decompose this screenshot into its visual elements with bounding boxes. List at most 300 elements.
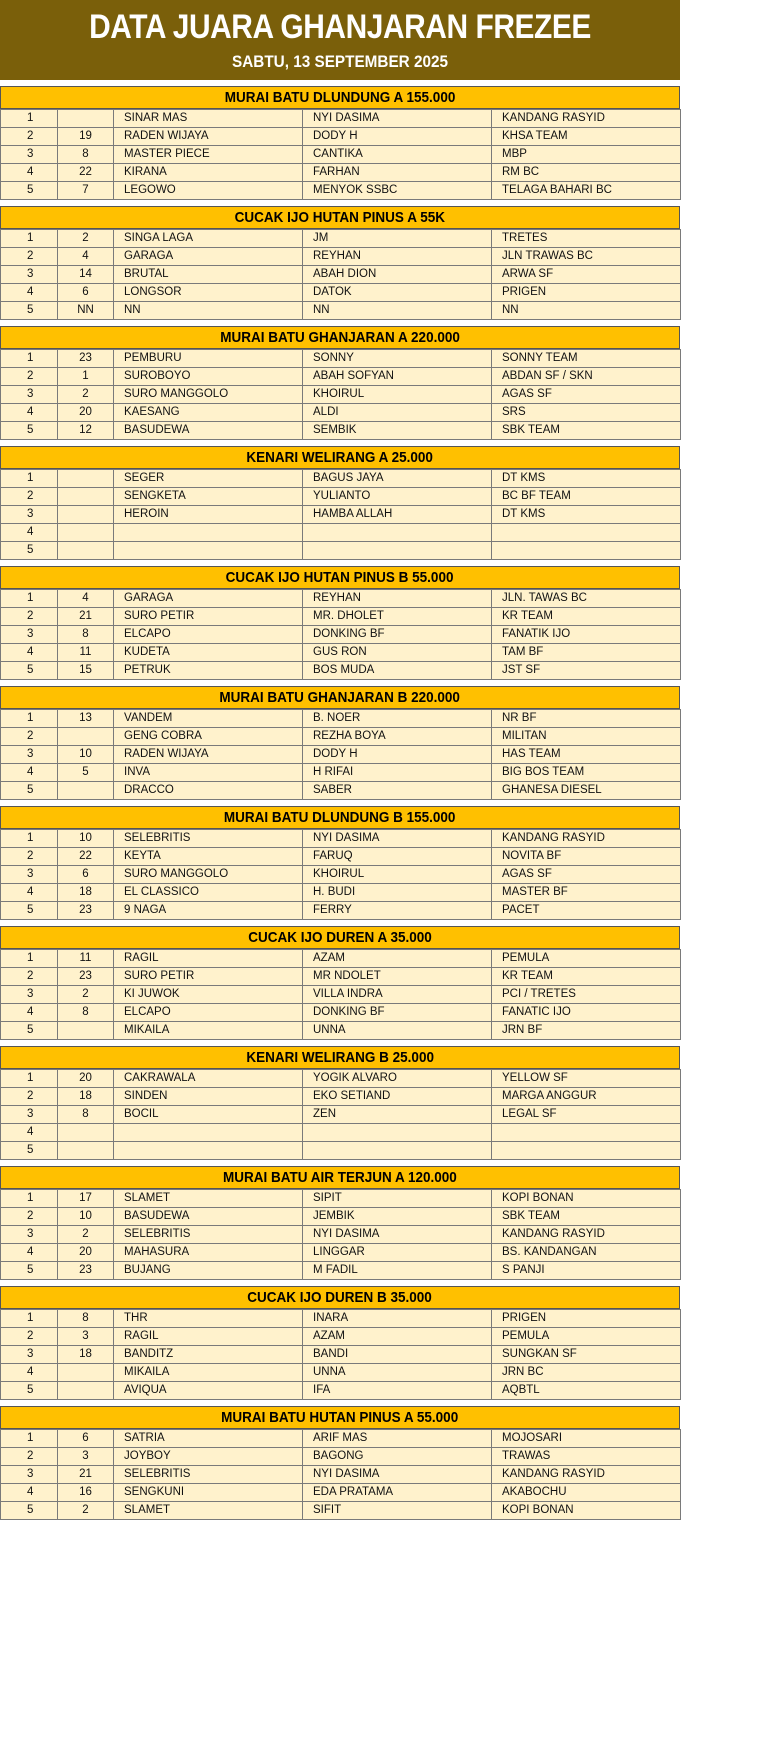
results-table: [0, 469, 681, 560]
section-title-text: MURAI BATU DLUNDUNG B 155.000: [224, 809, 456, 826]
table-row: [1, 1088, 681, 1106]
results-table: [0, 1189, 681, 1280]
owner-cell: FERRY: [303, 902, 492, 920]
rank-cell: 1: [1, 1070, 58, 1088]
bird-number-cell: [58, 524, 114, 542]
results-table: [0, 949, 681, 1040]
team-cell: JLN. TAWAS BC: [492, 590, 681, 608]
owner-cell: SONNY: [303, 350, 492, 368]
owner-cell: [303, 542, 492, 560]
owner-cell: YOGIK ALVARO: [303, 1070, 492, 1088]
bird-name-cell: VANDEM: [114, 710, 303, 728]
bird-number-cell: 13: [58, 710, 114, 728]
team-cell: [492, 542, 681, 560]
bird-name-cell: LONGSOR: [114, 284, 303, 302]
bird-number-cell: 18: [58, 1088, 114, 1106]
owner-cell: INARA: [303, 1310, 492, 1328]
bird-name-cell: INVA: [114, 764, 303, 782]
team-cell: KR TEAM: [492, 968, 681, 986]
owner-cell: H RIFAI: [303, 764, 492, 782]
owner-cell: UNNA: [303, 1364, 492, 1382]
section-title: [0, 1407, 680, 1429]
team-cell: BS. KANDANGAN: [492, 1244, 681, 1262]
owner-cell: JM: [303, 230, 492, 248]
bird-name-cell: DRACCO: [114, 782, 303, 800]
bird-number-cell: 6: [58, 866, 114, 884]
bird-name-cell: AVIQUA: [114, 1382, 303, 1400]
owner-cell: LINGGAR: [303, 1244, 492, 1262]
bird-number-cell: 11: [58, 950, 114, 968]
owner-cell: BANDI: [303, 1346, 492, 1364]
table-row: [1, 1022, 681, 1040]
bird-name-cell: 9 NAGA: [114, 902, 303, 920]
rank-cell: 5: [1, 782, 58, 800]
team-cell: JRN BF: [492, 1022, 681, 1040]
table-row: [1, 284, 681, 302]
bird-number-cell: 18: [58, 884, 114, 902]
team-cell: PACET: [492, 902, 681, 920]
bird-number-cell: 21: [58, 608, 114, 626]
owner-cell: VILLA INDRA: [303, 986, 492, 1004]
team-cell: TELAGA BAHARI BC: [492, 182, 681, 200]
table-row: [1, 902, 681, 920]
rank-cell: 3: [1, 386, 58, 404]
bird-number-cell: 23: [58, 350, 114, 368]
bird-number-cell: 6: [58, 1430, 114, 1448]
bird-name-cell: SELEBRITIS: [114, 830, 303, 848]
rank-cell: 2: [1, 1328, 58, 1346]
bird-number-cell: 2: [58, 386, 114, 404]
table-row: [1, 1430, 681, 1448]
section-title-text: CUCAK IJO DUREN A 35.000: [248, 929, 432, 946]
owner-cell: [303, 524, 492, 542]
table-row: [1, 1226, 681, 1244]
rank-cell: 3: [1, 746, 58, 764]
bird-name-cell: BANDITZ: [114, 1346, 303, 1364]
table-row: [1, 1070, 681, 1088]
bird-number-cell: 16: [58, 1484, 114, 1502]
owner-cell: DODY H: [303, 128, 492, 146]
owner-cell: REZHA BOYA: [303, 728, 492, 746]
bird-name-cell: RAGIL: [114, 1328, 303, 1346]
results-table: [0, 829, 681, 920]
page-header: [0, 0, 680, 80]
owner-cell: SEMBIK: [303, 422, 492, 440]
bird-name-cell: SURO PETIR: [114, 968, 303, 986]
team-cell: RM BC: [492, 164, 681, 182]
bird-number-cell: 6: [58, 284, 114, 302]
bird-name-cell: CAKRAWALA: [114, 1070, 303, 1088]
bird-name-cell: SENGKETA: [114, 488, 303, 506]
table-row: [1, 968, 681, 986]
bird-name-cell: SATRIA: [114, 1430, 303, 1448]
table-row: [1, 728, 681, 746]
table-row: [1, 1466, 681, 1484]
table-row: [1, 1484, 681, 1502]
owner-cell: DONKING BF: [303, 1004, 492, 1022]
owner-cell: ZEN: [303, 1106, 492, 1124]
rank-cell: 5: [1, 542, 58, 560]
rank-cell: 3: [1, 266, 58, 284]
table-row: [1, 644, 681, 662]
rank-cell: 1: [1, 950, 58, 968]
bird-number-cell: 23: [58, 902, 114, 920]
owner-cell: MENYOK SSBC: [303, 182, 492, 200]
rank-cell: 3: [1, 626, 58, 644]
team-cell: DT KMS: [492, 506, 681, 524]
team-cell: NN: [492, 302, 681, 320]
bird-name-cell: KIRANA: [114, 164, 303, 182]
bird-number-cell: [58, 1382, 114, 1400]
bird-name-cell: GARAGA: [114, 590, 303, 608]
section-title: [0, 687, 680, 709]
results-table: [0, 229, 681, 320]
bird-number-cell: NN: [58, 302, 114, 320]
team-cell: NOVITA BF: [492, 848, 681, 866]
results-table: [0, 1069, 681, 1160]
team-cell: PCI / TRETES: [492, 986, 681, 1004]
team-cell: [492, 1124, 681, 1142]
table-row: [1, 1328, 681, 1346]
bird-name-cell: BUJANG: [114, 1262, 303, 1280]
bird-number-cell: 15: [58, 662, 114, 680]
result-section: [0, 446, 680, 560]
bird-name-cell: RAGIL: [114, 950, 303, 968]
result-section: [0, 1166, 680, 1280]
bird-name-cell: MIKAILA: [114, 1022, 303, 1040]
owner-cell: BOS MUDA: [303, 662, 492, 680]
table-row: [1, 164, 681, 182]
owner-cell: KHOIRUL: [303, 866, 492, 884]
team-cell: AGAS SF: [492, 866, 681, 884]
results-table: [0, 589, 681, 680]
rank-cell: 5: [1, 662, 58, 680]
team-cell: PRIGEN: [492, 1310, 681, 1328]
rank-cell: 2: [1, 1088, 58, 1106]
rank-cell: 2: [1, 128, 58, 146]
team-cell: ABDAN SF / SKN: [492, 368, 681, 386]
table-row: [1, 710, 681, 728]
section-title: [0, 207, 680, 229]
table-row: [1, 764, 681, 782]
table-row: [1, 110, 681, 128]
owner-cell: GUS RON: [303, 644, 492, 662]
rank-cell: 1: [1, 1310, 58, 1328]
bird-name-cell: SURO PETIR: [114, 608, 303, 626]
bird-number-cell: 18: [58, 1346, 114, 1364]
bird-number-cell: 8: [58, 1310, 114, 1328]
rank-cell: 3: [1, 1346, 58, 1364]
section-title: [0, 1047, 680, 1069]
table-row: [1, 422, 681, 440]
section-title-text: MURAI BATU GHANJARAN A 220.000: [220, 329, 460, 346]
table-row: [1, 128, 681, 146]
bird-number-cell: 10: [58, 746, 114, 764]
owner-cell: NN: [303, 302, 492, 320]
team-cell: PRIGEN: [492, 284, 681, 302]
bird-name-cell: KAESANG: [114, 404, 303, 422]
bird-name-cell: SENGKUNI: [114, 1484, 303, 1502]
team-cell: DT KMS: [492, 470, 681, 488]
bird-name-cell: KI JUWOK: [114, 986, 303, 1004]
table-row: [1, 1106, 681, 1124]
owner-cell: B. NOER: [303, 710, 492, 728]
results-table: [0, 1309, 681, 1400]
results-table: [0, 349, 681, 440]
table-row: [1, 302, 681, 320]
team-cell: TAM BF: [492, 644, 681, 662]
rank-cell: 3: [1, 506, 58, 524]
bird-name-cell: GENG COBRA: [114, 728, 303, 746]
bird-number-cell: 10: [58, 1208, 114, 1226]
owner-cell: NYI DASIMA: [303, 830, 492, 848]
rank-cell: 5: [1, 1142, 58, 1160]
owner-cell: UNNA: [303, 1022, 492, 1040]
table-row: [1, 1502, 681, 1520]
owner-cell: KHOIRUL: [303, 386, 492, 404]
rank-cell: 2: [1, 1208, 58, 1226]
table-row: [1, 950, 681, 968]
bird-name-cell: SURO MANGGOLO: [114, 386, 303, 404]
owner-cell: AZAM: [303, 1328, 492, 1346]
bird-name-cell: SINAR MAS: [114, 110, 303, 128]
table-row: [1, 1004, 681, 1022]
section-title-text: KENARI WELIRANG A 25.000: [246, 449, 434, 466]
section-title-text: CUCAK IJO HUTAN PINUS A 55K: [234, 209, 446, 226]
bird-name-cell: SELEBRITIS: [114, 1226, 303, 1244]
rank-cell: 2: [1, 488, 58, 506]
rank-cell: 4: [1, 1244, 58, 1262]
rank-cell: 5: [1, 1502, 58, 1520]
table-row: [1, 350, 681, 368]
owner-cell: DONKING BF: [303, 626, 492, 644]
bird-number-cell: [58, 1022, 114, 1040]
bird-name-cell: EL CLASSICO: [114, 884, 303, 902]
team-cell: [492, 1142, 681, 1160]
rank-cell: 4: [1, 644, 58, 662]
table-row: [1, 524, 681, 542]
team-cell: KANDANG RASYID: [492, 110, 681, 128]
rank-cell: 1: [1, 1190, 58, 1208]
owner-cell: EDA PRATAMA: [303, 1484, 492, 1502]
table-row: [1, 884, 681, 902]
owner-cell: H. BUDI: [303, 884, 492, 902]
section-title-text: MURAI BATU AIR TERJUN A 120.000: [223, 1169, 457, 1186]
rank-cell: 4: [1, 884, 58, 902]
bird-number-cell: [58, 728, 114, 746]
team-cell: TRETES: [492, 230, 681, 248]
owner-cell: SIPIT: [303, 1190, 492, 1208]
owner-cell: CANTIKA: [303, 146, 492, 164]
owner-cell: IFA: [303, 1382, 492, 1400]
bird-name-cell: [114, 524, 303, 542]
bird-name-cell: BOCIL: [114, 1106, 303, 1124]
bird-number-cell: [58, 470, 114, 488]
bird-number-cell: 12: [58, 422, 114, 440]
owner-cell: BAGONG: [303, 1448, 492, 1466]
team-cell: KOPI BONAN: [492, 1190, 681, 1208]
bird-name-cell: RADEN WIJAYA: [114, 128, 303, 146]
section-title-text: MURAI BATU GHANJARAN B 220.000: [219, 689, 461, 706]
team-cell: KANDANG RASYID: [492, 830, 681, 848]
table-row: [1, 470, 681, 488]
rank-cell: 1: [1, 1430, 58, 1448]
section-title-text: MURAI BATU DLUNDUNG A 155.000: [224, 89, 456, 106]
rank-cell: 4: [1, 1124, 58, 1142]
team-cell: KHSA TEAM: [492, 128, 681, 146]
bird-name-cell: MIKAILA: [114, 1364, 303, 1382]
result-section: [0, 806, 680, 920]
team-cell: YELLOW SF: [492, 1070, 681, 1088]
results-table: [0, 109, 681, 200]
owner-cell: REYHAN: [303, 248, 492, 266]
bird-number-cell: [58, 1124, 114, 1142]
bird-number-cell: 1: [58, 368, 114, 386]
section-title: [0, 447, 680, 469]
bird-number-cell: 2: [58, 1226, 114, 1244]
team-cell: AQBTL: [492, 1382, 681, 1400]
team-cell: S PANJI: [492, 1262, 681, 1280]
team-cell: NR BF: [492, 710, 681, 728]
result-section: [0, 926, 680, 1040]
rank-cell: 2: [1, 728, 58, 746]
table-row: [1, 1142, 681, 1160]
rank-cell: 5: [1, 1022, 58, 1040]
bird-number-cell: 20: [58, 404, 114, 422]
table-row: [1, 230, 681, 248]
bird-number-cell: [58, 1142, 114, 1160]
result-section: [0, 326, 680, 440]
bird-number-cell: 7: [58, 182, 114, 200]
bird-name-cell: ELCAPO: [114, 1004, 303, 1022]
table-row: [1, 1382, 681, 1400]
bird-name-cell: SINGA LAGA: [114, 230, 303, 248]
rank-cell: 1: [1, 470, 58, 488]
owner-cell: FARHAN: [303, 164, 492, 182]
table-row: [1, 590, 681, 608]
result-section: [0, 1286, 680, 1400]
bird-number-cell: 22: [58, 848, 114, 866]
bird-number-cell: 3: [58, 1448, 114, 1466]
rank-cell: 1: [1, 230, 58, 248]
rank-cell: 4: [1, 164, 58, 182]
rank-cell: 4: [1, 1364, 58, 1382]
bird-name-cell: SURO MANGGOLO: [114, 866, 303, 884]
result-section: [0, 86, 680, 200]
table-row: [1, 1208, 681, 1226]
table-row: [1, 1346, 681, 1364]
bird-number-cell: 2: [58, 1502, 114, 1520]
team-cell: [492, 524, 681, 542]
rank-cell: 3: [1, 1226, 58, 1244]
bird-name-cell: SINDEN: [114, 1088, 303, 1106]
team-cell: KOPI BONAN: [492, 1502, 681, 1520]
rank-cell: 3: [1, 1106, 58, 1124]
bird-name-cell: JOYBOY: [114, 1448, 303, 1466]
team-cell: JRN BC: [492, 1364, 681, 1382]
rank-cell: 3: [1, 866, 58, 884]
bird-number-cell: 14: [58, 266, 114, 284]
table-row: [1, 404, 681, 422]
bird-name-cell: SLAMET: [114, 1502, 303, 1520]
results-table: [0, 709, 681, 800]
rank-cell: 2: [1, 248, 58, 266]
table-row: [1, 1244, 681, 1262]
rank-cell: 2: [1, 608, 58, 626]
rank-cell: 3: [1, 986, 58, 1004]
owner-cell: EKO SETIAND: [303, 1088, 492, 1106]
team-cell: KR TEAM: [492, 608, 681, 626]
bird-number-cell: 11: [58, 644, 114, 662]
team-cell: SBK TEAM: [492, 1208, 681, 1226]
bird-name-cell: BRUTAL: [114, 266, 303, 284]
owner-cell: [303, 1124, 492, 1142]
rank-cell: 3: [1, 1466, 58, 1484]
table-row: [1, 608, 681, 626]
team-cell: GHANESA DIESEL: [492, 782, 681, 800]
result-section: [0, 566, 680, 680]
rank-cell: 3: [1, 146, 58, 164]
team-cell: SUNGKAN SF: [492, 1346, 681, 1364]
table-row: [1, 542, 681, 560]
team-cell: TRAWAS: [492, 1448, 681, 1466]
section-title-text: MURAI BATU HUTAN PINUS A 55.000: [221, 1409, 459, 1426]
bird-number-cell: [58, 110, 114, 128]
bird-number-cell: 5: [58, 764, 114, 782]
table-row: [1, 1310, 681, 1328]
bird-number-cell: [58, 506, 114, 524]
owner-cell: ALDI: [303, 404, 492, 422]
rank-cell: 5: [1, 1382, 58, 1400]
result-section: [0, 1046, 680, 1160]
section-title: [0, 1167, 680, 1189]
bird-name-cell: GARAGA: [114, 248, 303, 266]
rank-cell: 4: [1, 1484, 58, 1502]
bird-name-cell: KEYTA: [114, 848, 303, 866]
result-section: [0, 1406, 680, 1520]
bird-name-cell: MASTER PIECE: [114, 146, 303, 164]
team-cell: PEMULA: [492, 950, 681, 968]
owner-cell: YULIANTO: [303, 488, 492, 506]
team-cell: MARGA ANGGUR: [492, 1088, 681, 1106]
rank-cell: 5: [1, 302, 58, 320]
team-cell: FANATIK IJO: [492, 626, 681, 644]
bird-number-cell: [58, 782, 114, 800]
rank-cell: 1: [1, 110, 58, 128]
bird-name-cell: BASUDEWA: [114, 422, 303, 440]
table-row: [1, 746, 681, 764]
rank-cell: 4: [1, 284, 58, 302]
table-row: [1, 368, 681, 386]
team-cell: MASTER BF: [492, 884, 681, 902]
bird-name-cell: THR: [114, 1310, 303, 1328]
table-row: [1, 986, 681, 1004]
team-cell: JLN TRAWAS BC: [492, 248, 681, 266]
rank-cell: 4: [1, 1004, 58, 1022]
bird-number-cell: 22: [58, 164, 114, 182]
results-table: [0, 1429, 681, 1520]
results-list: [0, 86, 680, 1520]
table-row: [1, 248, 681, 266]
owner-cell: DATOK: [303, 284, 492, 302]
bird-number-cell: 10: [58, 830, 114, 848]
section-title: [0, 567, 680, 589]
table-row: [1, 1448, 681, 1466]
team-cell: HAS TEAM: [492, 746, 681, 764]
rank-cell: 2: [1, 1448, 58, 1466]
section-title-text: KENARI WELIRANG B 25.000: [246, 1049, 434, 1066]
bird-name-cell: SEGER: [114, 470, 303, 488]
